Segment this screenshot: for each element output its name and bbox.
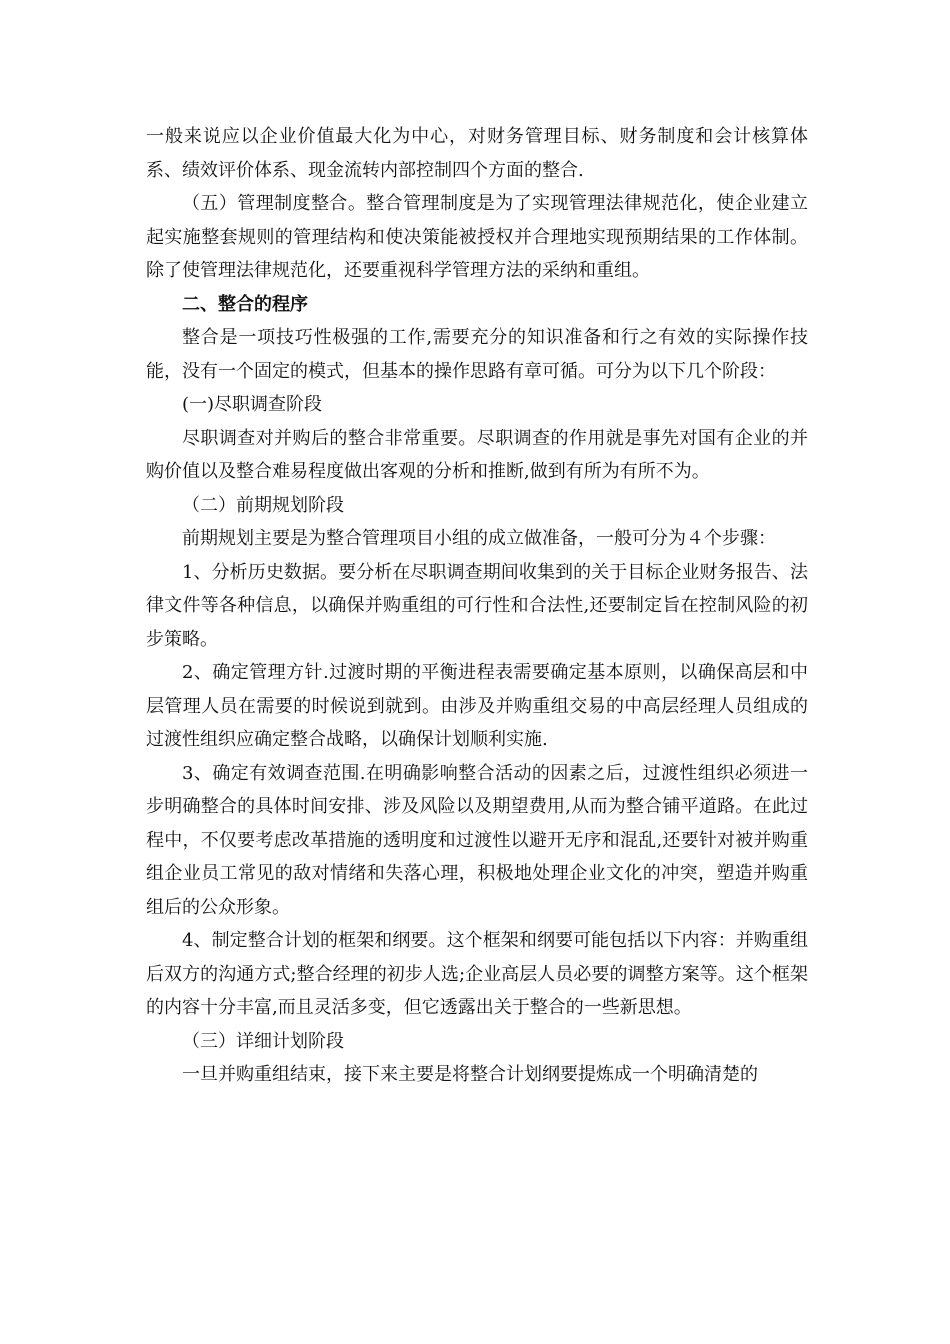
- paragraph: 整合是一项技巧性极强的工作,需要充分的知识准备和行之有效的实际操作技能，没有一个固定的模式，但基本的操作思路有章可循。可分为以下几个阶段：: [146, 327, 808, 382]
- subsection-heading: （三）详细计划阶段: [182, 1030, 344, 1052]
- paragraph: （五）管理制度整合。整合管理制度是为了实现管理法律规范化，使企业建立起实施整套规则的管理结构和使决策能被授权并合理地实现预期结果的工作体制。除了使管理法律规范化，还要重视科学管理方法的采纳和重组。: [146, 193, 808, 281]
- paragraph: 3、确定有效调查范围.在明确影响整合活动的因素之后，过渡性组织必须进一步明确整合的具体时间安排、涉及风险以及期望费用,从而为整合铺平道路。在此过程中，不仅要考虑改革措施的透明度和过渡性以避开无序和混乱,还要针对被并购重组企业员工常见的敌对情绪和失落心理，积极地处理企业文化的冲突，塑造并购重组后的公众形象。: [146, 762, 808, 918]
- paragraph: 2、确定管理方针.过渡时期的平衡进程表需要确定基本原则，以确保高层和中层管理人员在需要的时候说到就到。由涉及并购重组交易的中高层经理人员组成的过渡性组织应确定整合战略，以确保计划顺利实施.: [146, 662, 808, 750]
- subsection-heading: (一)尽职调查阶段: [182, 394, 323, 415]
- paragraph: 一旦并购重组结束，接下来主要是将整合计划纲要提炼成一个明确清楚的: [182, 1064, 758, 1085]
- section-heading: 二、整合的程序: [182, 293, 308, 315]
- document-page: [146, 120, 808, 1092]
- paragraph: 1、分析历史数据。要分析在尽职调查期间收集到的关于目标企业财务报告、法律文件等各种信息，以确保并购重组的可行性和合法性,还要制定旨在控制风险的初步策略。: [146, 561, 808, 650]
- paragraph: 尽职调查对并购后的整合非常重要。尽职调查的作用就是事先对国有企业的并购价值以及整合难易程度做出客观的分析和推断,做到有所为有所不为。: [146, 427, 808, 482]
- paragraph: 4、制定整合计划的框架和纲要。这个框架和纲要可能包括以下内容：并购重组后双方的沟通方式;整合经理的初步人选;企业高层人员必要的调整方案等。这个框架的内容十分丰富,而且灵活多变，但它透露出关于整合的一些新思想。: [146, 930, 808, 1018]
- paragraph: 一般来说应以企业价值最大化为中心，对财务管理目标、财务制度和会计核算体系、绩效评价体系、现金流转内部控制四个方面的整合.: [146, 126, 808, 181]
- subsection-heading: （二）前期规划阶段: [182, 494, 344, 516]
- paragraph: 前期规划主要是为整合管理项目小组的成立做准备，一般可分为４个步骤：: [182, 528, 776, 549]
